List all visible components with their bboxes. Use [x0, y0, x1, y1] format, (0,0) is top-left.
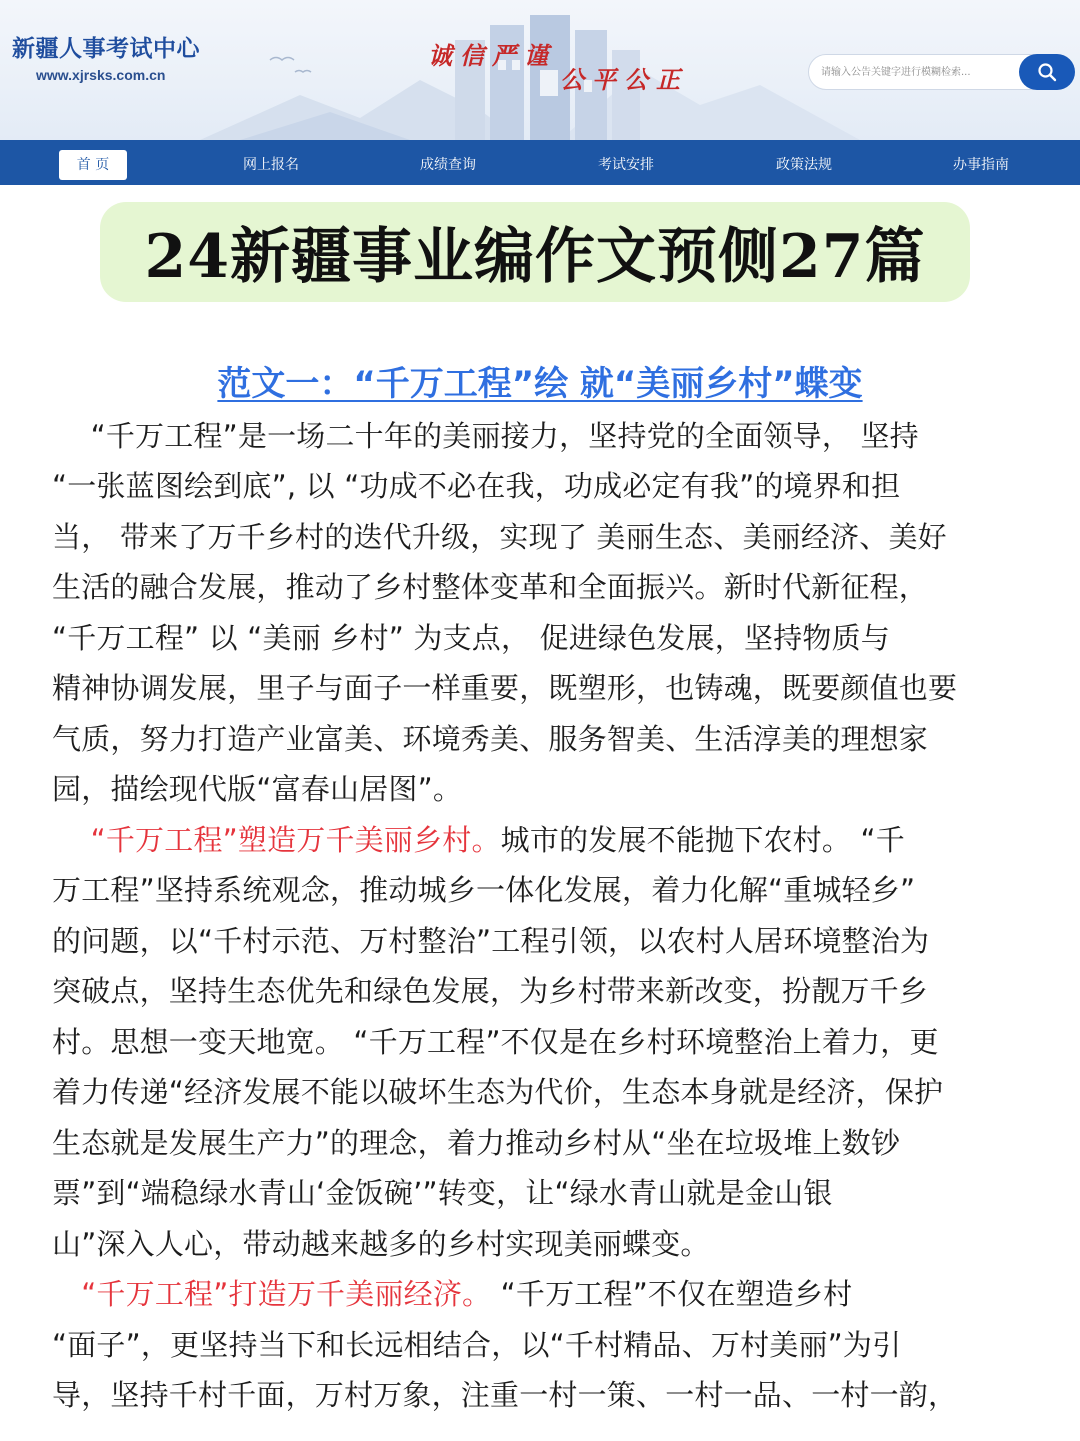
slogan-fairness: 公平公正	[560, 65, 688, 94]
search-input[interactable]	[821, 55, 1017, 89]
line-text: 城市的发展不能抛下农村。 “千	[500, 823, 905, 857]
essay-line	[52, 519, 1042, 555]
essay-line	[52, 771, 1042, 807]
essay-line	[52, 1377, 1042, 1413]
search-box	[808, 54, 1074, 90]
line-text: 村。思想一变天地宽。 “千万工程”不仅是在乡村环境整治上着力，更	[52, 1025, 939, 1059]
search-icon	[1037, 62, 1057, 82]
essay-line	[52, 973, 1042, 1009]
line-text: 气质，努力打造产业富美、环境秀美、服务智美、生活淳美的理想家	[52, 722, 929, 756]
essay-line	[52, 670, 1042, 706]
essay-line	[52, 1276, 1042, 1312]
essay-line	[52, 872, 1042, 908]
nav-item-online-registration[interactable]: 网上报名	[243, 157, 299, 173]
site-name: 新疆人事考试中心	[12, 36, 200, 62]
line-text: “千万工程” 以 “美丽 乡村” 为支点， 促进绿色发展，坚持物质与	[52, 621, 890, 655]
line-text: “千万工程”不仅在塑造乡村	[491, 1277, 853, 1311]
title-banner	[100, 202, 970, 302]
line-text: 精神协调发展，里子与面子一样重要，既塑形，也铸魂，既要颜值也要	[52, 671, 958, 705]
line-text: “面子”，更坚持当下和长远相结合，以“千村精品、万村美丽”为引	[52, 1328, 902, 1362]
nav-item-score-query[interactable]: 成绩查询	[420, 157, 476, 173]
search-button[interactable]	[1019, 54, 1075, 90]
line-text: 导，坚持千村千面，万村万象，注重一村一策、一村一品、一村一韵，	[52, 1378, 958, 1412]
line-text: 票”到“端稳绿水青山‘金饭碗’”转变，让“绿水青山就是金山银	[52, 1176, 833, 1210]
essay-line	[52, 418, 1042, 454]
line-text: “千万工程”是一场二十年的美丽接力，坚持党的全面领导， 坚持	[52, 419, 919, 453]
essay-line	[52, 923, 1042, 959]
nav-item-service-guide[interactable]: 办事指南	[953, 157, 1009, 173]
nav-item-policies[interactable]: 政策法规	[776, 157, 832, 173]
essay-line	[52, 569, 1042, 605]
line-text: 的问题，以“千村示范、万村整治”工程引领，以农村人居环境整治为	[52, 924, 930, 958]
line-text: 当， 带来了万千乡村的迭代升级，实现了 美丽生态、美丽经济、美好	[52, 520, 947, 554]
essay-line	[52, 721, 1042, 757]
essay-heading-text[interactable]: 范文一：“千万工程”绘 就“美丽乡村”蝶变	[217, 364, 863, 404]
nav-item-exam-schedule[interactable]: 考试安排	[598, 157, 654, 173]
highlight-text: “千万工程”塑造万千美丽乡村。	[52, 823, 501, 857]
essay-line	[52, 468, 1042, 504]
line-text: 生态就是发展生产力”的理念，着力推动乡村从“坐在垃圾堆上数钞	[52, 1126, 901, 1160]
essay-heading	[0, 356, 1080, 405]
line-text: 着力传递“经济发展不能以破坏生态为代价，生态本身就是经济，保护	[52, 1075, 944, 1109]
main-nav	[0, 140, 1080, 185]
highlight-text: “千万工程”打造万千美丽经济。	[52, 1277, 492, 1311]
line-text: 万工程”坚持系统观念，推动城乡一体化发展，着力化解“重城轻乡”	[52, 873, 916, 907]
essay-line	[52, 620, 1042, 656]
slogan-integrity: 诚信严谨	[428, 41, 556, 70]
page-title: 24新疆事业编作文预侧27篇	[144, 222, 926, 292]
line-text: 园，描绘现代版“富春山居图”。	[52, 772, 463, 806]
line-text: 山”深入人心，带动越来越多的乡村实现美丽蝶变。	[52, 1227, 710, 1261]
site-header	[0, 0, 1080, 140]
site-url: www.xjrsks.com.cn	[36, 67, 166, 83]
nav-item-home[interactable]: 首 页	[59, 150, 127, 180]
essay-line	[52, 1327, 1042, 1363]
essay-line	[52, 1024, 1042, 1060]
line-text: “一张蓝图绘到底”, 以 “功成不必在我，功成必定有我”的境界和担	[52, 469, 901, 503]
essay-line	[52, 1125, 1042, 1161]
line-text: 生活的融合发展，推动了乡村整体变革和全面振兴。新时代新征程，	[52, 570, 929, 604]
essay-line	[52, 822, 1042, 858]
essay-line	[52, 1175, 1042, 1211]
line-text: 突破点，坚持生态优先和绿色发展，为乡村带来新改变，扮靓万千乡	[52, 974, 929, 1008]
essay-line	[52, 1074, 1042, 1110]
essay-line	[52, 1226, 1042, 1262]
site-logo[interactable]	[12, 30, 200, 83]
